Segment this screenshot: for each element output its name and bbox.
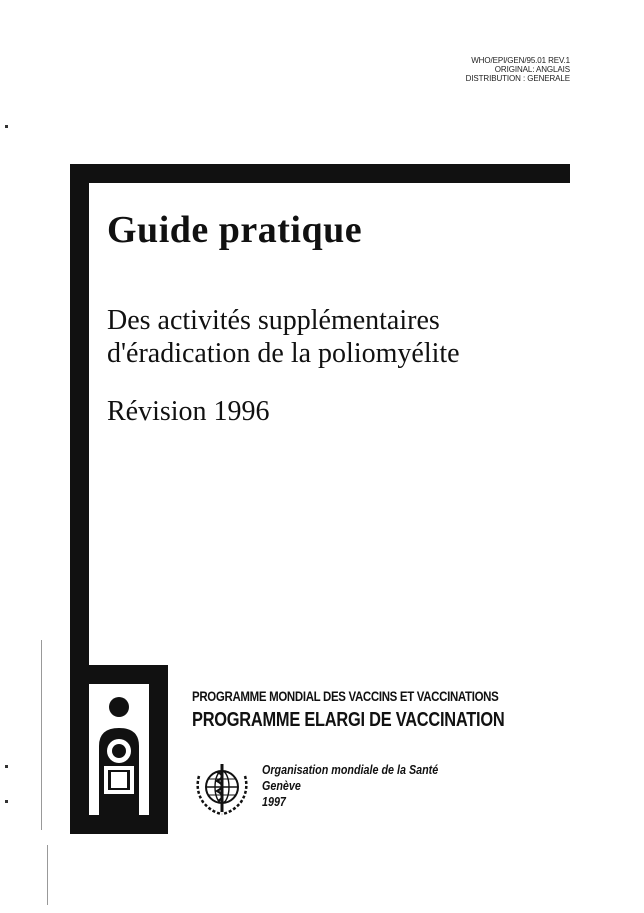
original-language: ORIGINAL: ANGLAIS bbox=[494, 65, 570, 74]
document-reference bbox=[420, 56, 570, 83]
cover-frame-left bbox=[70, 164, 89, 834]
scan-artifact bbox=[5, 765, 8, 768]
emblem-frame-right bbox=[149, 665, 168, 834]
publisher-city: Genève bbox=[262, 779, 301, 793]
cover-frame-bottom bbox=[70, 815, 168, 834]
revision-label: Révision 1996 bbox=[107, 396, 270, 427]
scan-artifact bbox=[47, 845, 48, 905]
doc-code: WHO/EPI/GEN/95.01 REV.1 bbox=[471, 56, 570, 65]
who-emblem-icon bbox=[191, 758, 253, 820]
epi-child-emblem-icon bbox=[89, 684, 149, 815]
page-subtitle bbox=[107, 304, 460, 370]
publication-year: 1997 bbox=[262, 795, 286, 809]
scan-artifact bbox=[41, 640, 42, 830]
scan-artifact bbox=[5, 800, 8, 803]
distribution: DISTRIBUTION : GENERALE bbox=[465, 74, 570, 83]
organisation-name: Organisation mondiale de la Santé bbox=[262, 763, 439, 777]
cover-frame-top bbox=[70, 164, 570, 183]
scan-artifact bbox=[5, 125, 8, 128]
programme-epi: PROGRAMME ELARGI DE VACCINATION bbox=[192, 709, 505, 731]
publisher bbox=[262, 762, 438, 810]
subtitle-line-2: d'éradication de la poliomyélite bbox=[107, 338, 460, 369]
subtitle-line-1: Des activités supplémentaires bbox=[107, 305, 440, 336]
page-title: Guide pratique bbox=[107, 209, 363, 251]
programme-global: PROGRAMME MONDIAL DES VACCINS ET VACCINATIONS bbox=[192, 688, 499, 704]
